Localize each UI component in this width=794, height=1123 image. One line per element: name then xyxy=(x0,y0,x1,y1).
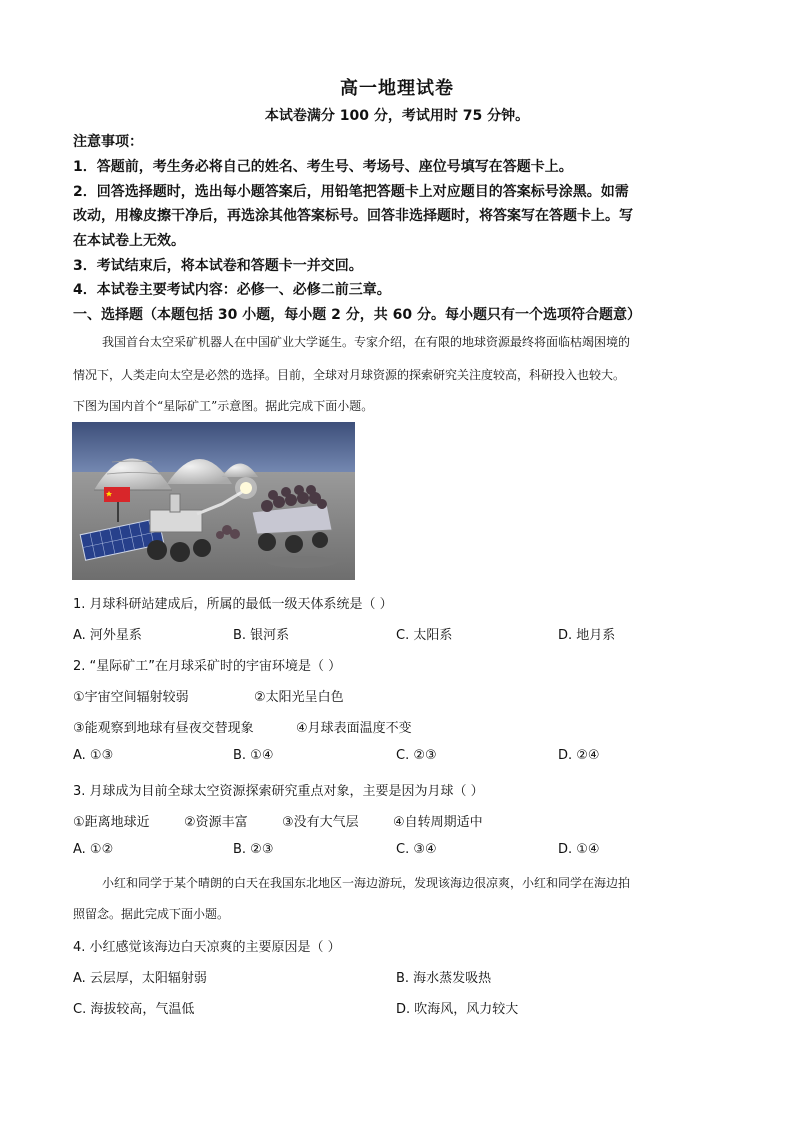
q2-item: ③能观察到地球有昼夜交替现象 xyxy=(73,721,254,736)
question-4-stem: 4. 小红感觉该海边白天凉爽的主要原因是（ ） xyxy=(73,940,341,955)
passage-line: 照留念。据此完成下面小题。 xyxy=(73,907,230,921)
q1-option-a[interactable]: A. 河外星系 xyxy=(73,628,142,643)
q2-option-c[interactable]: C. ②③ xyxy=(396,748,437,763)
q2-option-b[interactable]: B. ①④ xyxy=(233,748,274,763)
notice-heading: 注意事项： xyxy=(73,134,143,150)
q1-option-b[interactable]: B. 银河系 xyxy=(233,628,290,643)
exam-info: 本试卷满分 100 分，考试用时 75 分钟。 xyxy=(264,108,530,124)
q3-item: ④自转周期适中 xyxy=(393,815,483,830)
q3-option-d[interactable]: D. ①④ xyxy=(558,842,600,857)
question-1-stem: 1. 月球科研站建成后，所属的最低一级天体系统是（ ） xyxy=(73,597,393,612)
question-3-stem: 3. 月球成为目前全球太空资源探索研究重点对象，主要是因为月球（ ） xyxy=(73,784,484,799)
question-2-stem: 2. “星际矿工”在月球采矿时的宇宙环境是（ ） xyxy=(73,659,342,674)
q3-item: ①距离地球近 xyxy=(73,815,150,830)
q4-option-c[interactable]: C. 海拔较高，气温低 xyxy=(73,1002,195,1017)
q3-option-c[interactable]: C. ③④ xyxy=(396,842,437,857)
passage-line: 我国首台太空采矿机器人在中国矿业大学诞生。专家介绍，在有限的地球资源最终将面临枯竭困境的 xyxy=(102,335,631,349)
q3-item: ②资源丰富 xyxy=(184,815,248,830)
page-title: 高一地理试卷 xyxy=(340,78,454,99)
q1-option-d[interactable]: D. 地月系 xyxy=(558,628,616,643)
notice-item: 3．考试结束后，将本试卷和答题卡一并交回。 xyxy=(73,258,363,274)
q3-option-a[interactable]: A. ①② xyxy=(73,842,114,857)
q1-option-c[interactable]: C. 太阳系 xyxy=(396,628,453,643)
q3-item: ③没有大气层 xyxy=(282,815,359,830)
notice-item: 2．回答选择题时，选出每小题答案后，用铅笔把答题卡上对应题目的答案标号涂黑。如需 xyxy=(73,184,629,200)
q4-option-a[interactable]: A. 云层厚，太阳辐射弱 xyxy=(73,971,207,986)
q4-option-d[interactable]: D. 吹海风，风力较大 xyxy=(396,1002,519,1017)
q2-option-d[interactable]: D. ②④ xyxy=(558,748,600,763)
passage-line: 小红和同学于某个晴朗的白天在我国东北地区一海边游玩，发现该海边很凉爽，小红和同学在海边拍 xyxy=(102,876,631,890)
notice-item: 4．本试卷主要考试内容：必修一、必修二前三章。 xyxy=(73,282,391,298)
q2-option-a[interactable]: A. ①③ xyxy=(73,748,114,763)
passage-line: 情况下，人类走向太空是必然的选择。目前，全球对月球资源的探索研究关注度较高，科研投入也较大。 xyxy=(73,368,626,382)
q2-item: ②太阳光呈白色 xyxy=(254,690,344,705)
notice-item: 1．答题前，考生务必将自己的姓名、考生号、考场号、座位号填写在答题卡上。 xyxy=(73,159,573,175)
q4-option-b[interactable]: B. 海水蒸发吸热 xyxy=(396,971,492,986)
notice-item: 改动，用橡皮擦干净后，再选涂其他答案标号。回答非选择题时，将答案写在答题卡上。写 xyxy=(73,208,633,224)
q3-option-b[interactable]: B. ②③ xyxy=(233,842,274,857)
notice-item: 在本试卷上无效。 xyxy=(73,233,185,249)
q2-item: ④月球表面温度不变 xyxy=(296,721,412,736)
section-heading: 一、选择题（本题包括 30 小题，每小题 2 分，共 60 分。每小题只有一个选项符合题意） xyxy=(73,307,641,323)
q2-item: ①宇宙空间辐射较弱 xyxy=(73,690,189,705)
passage-line: 下图为国内首个“星际矿工”示意图。据此完成下面小题。 xyxy=(73,399,374,413)
star-miner-illustration xyxy=(72,422,355,580)
